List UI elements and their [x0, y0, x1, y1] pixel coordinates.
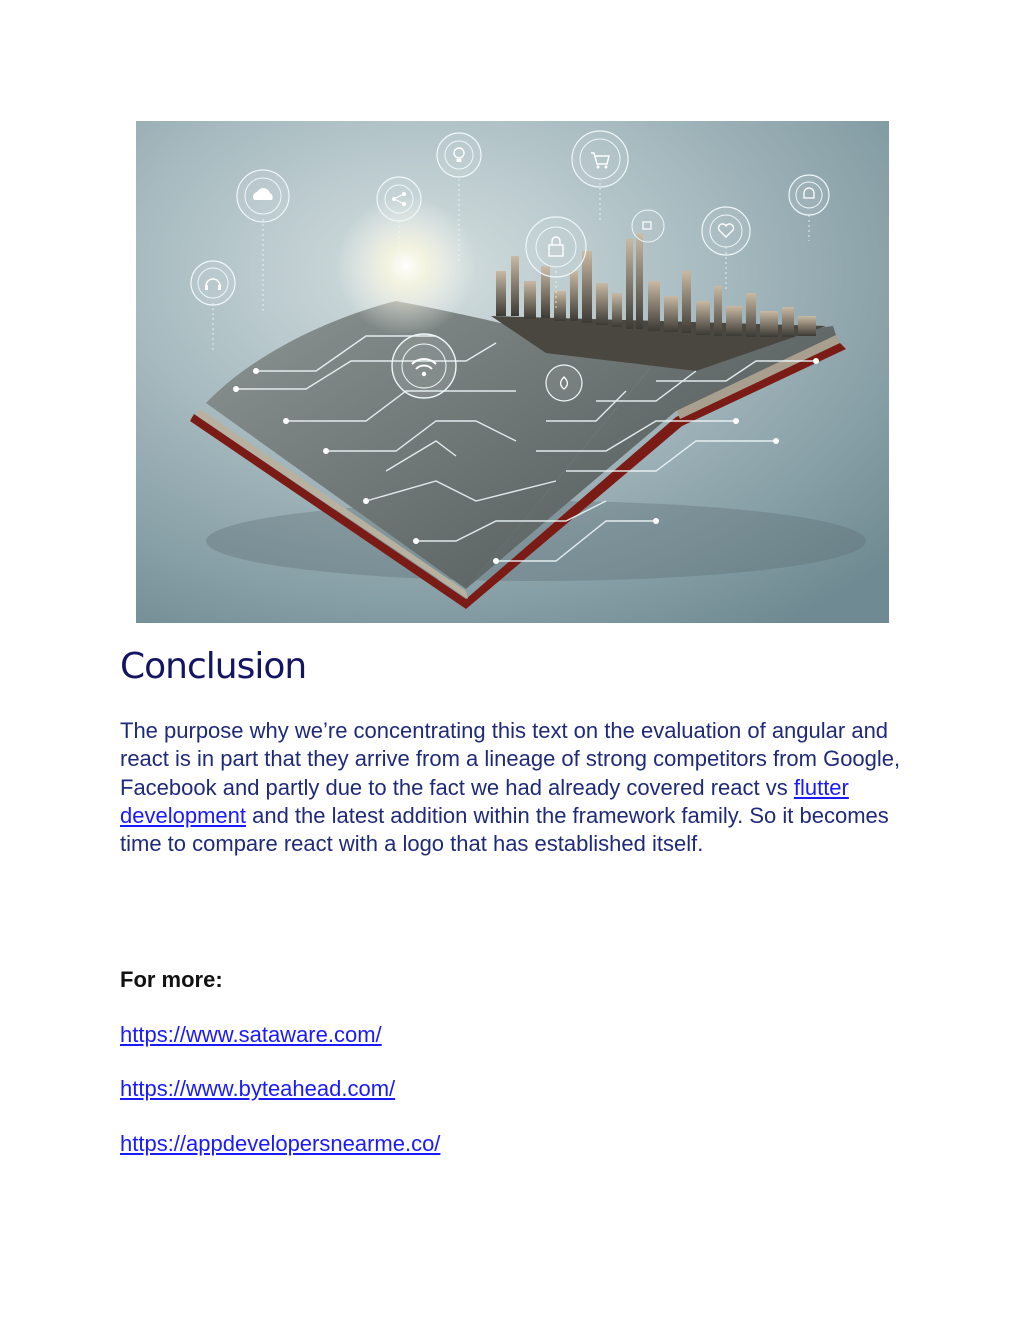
wifi-icon	[392, 334, 456, 398]
sataware-link[interactable]: https://www.sataware.com/	[120, 1022, 382, 1047]
bell-icon	[789, 175, 829, 215]
flutter-development-link[interactable]: flutter development	[120, 774, 849, 828]
hero-image	[136, 121, 889, 623]
share-icon	[377, 177, 421, 221]
fire-icon	[546, 365, 582, 401]
byteahead-link[interactable]: https://www.byteahead.com/	[120, 1076, 396, 1101]
cart-icon	[572, 131, 628, 187]
chat-icon	[632, 210, 664, 242]
cloud-icon	[237, 170, 289, 222]
bulb-icon	[437, 133, 481, 177]
headphones-icon	[191, 261, 235, 305]
paragraph-text-after-link: and the latest addition within the framework family. So it becomes time to compare react with a logo that has established itself.	[120, 802, 889, 857]
section-heading: Conclusion	[120, 646, 307, 687]
paragraph-text-before-link: The purpose why we’re concentrating this text on the evaluation of angular and react is in part that they arrive from a lineage of strong competitors from Google, Facebook and partly due to the fact we had already covered react vs	[120, 718, 901, 800]
conclusion-paragraph	[120, 717, 910, 858]
for-more-label: For more:	[120, 967, 223, 992]
heart-icon	[702, 207, 750, 255]
appdevelopersnearme-link[interactable]: https://appdevelopersnearme.co/	[120, 1131, 441, 1156]
lock-icon	[526, 217, 586, 277]
